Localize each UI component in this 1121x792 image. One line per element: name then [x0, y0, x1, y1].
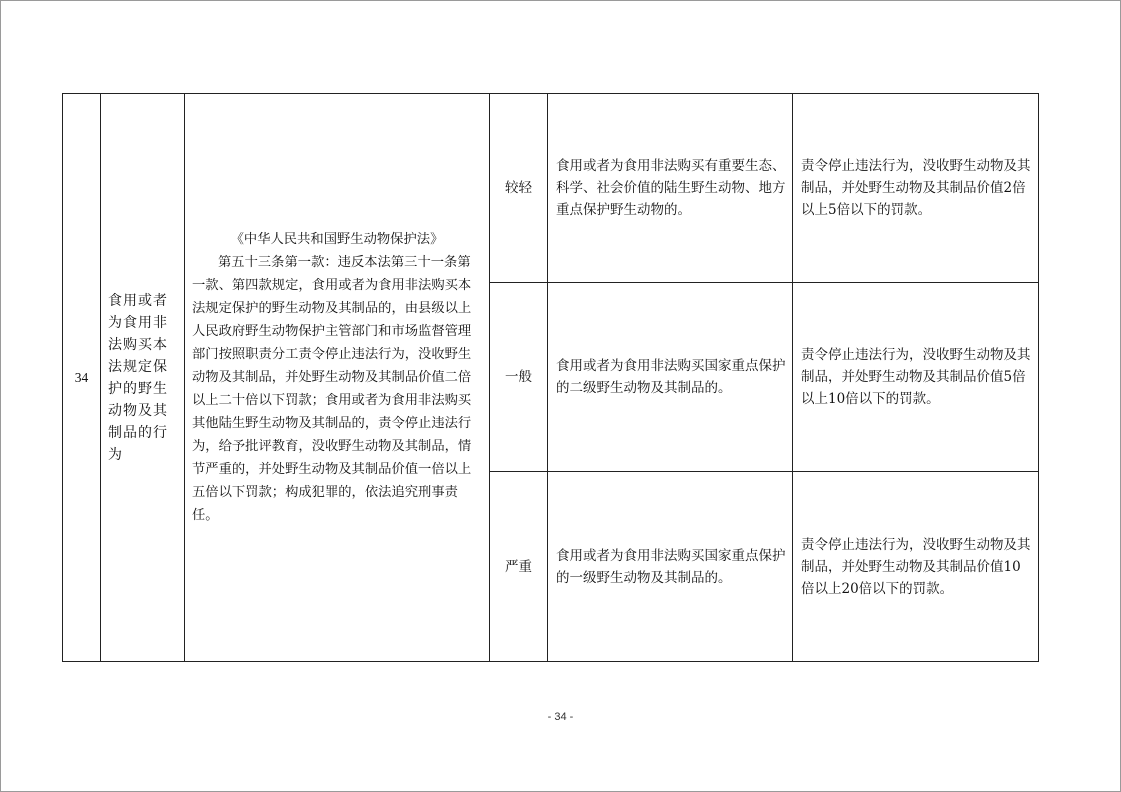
- severity-level: 一般: [490, 283, 548, 472]
- severity-level: 严重: [490, 472, 548, 662]
- row-number: 34: [63, 94, 101, 662]
- law-title: 《中华人民共和国野生动物保护法》: [230, 232, 444, 247]
- severity-level: 较轻: [490, 94, 548, 283]
- penalty-standard: 责令停止违法行为，没收野生动物及其制品，并处野生动物及其制品价值2倍以上5倍以下的罚款。: [793, 94, 1039, 283]
- table-row: [63, 94, 1039, 283]
- violation-item: 食用或者为食用非法购买本法规定保护的野生动物及其制品的行为: [101, 94, 185, 662]
- page-number: - 34 -: [547, 711, 574, 723]
- penalty-standard: 责令停止违法行为，没收野生动物及其制品，并处野生动物及其制品价值10倍以上20倍以下的罚款。: [793, 472, 1039, 662]
- legal-basis: [185, 94, 490, 662]
- penalty-standard: 责令停止违法行为，没收野生动物及其制品，并处野生动物及其制品价值5倍以上10倍以下的罚款。: [793, 283, 1039, 472]
- violation-condition: 食用或者为食用非法购买国家重点保护的一级野生动物及其制品的。: [548, 472, 793, 662]
- violation-condition: 食用或者为食用非法购买国家重点保护的二级野生动物及其制品的。: [548, 283, 793, 472]
- law-text: 第五十三条第一款：违反本法第三十一条第一款、第四款规定，食用或者为食用非法购买本法规定保护的野生动物及其制品的，由县级以上人民政府野生动物保护主管部门和市场监督管理部门按照职责分工责令停止违法行为，没收野生动物及其制品，并处野生动物及其制品价值二倍以上二十倍以下罚款；食用或者为食用非法购买其他陆生野生动物及其制品的，责令停止违法行为，给予批评教育，没收野生动物及其制品，情节严重的，并处野生动物及其制品价值一倍以上五倍以下罚款；构成犯罪的，依法追究刑事责任。: [192, 255, 472, 523]
- violation-condition: 食用或者为食用非法购买有重要生态、科学、社会价值的陆生野生动物、地方重点保护野生动物的。: [548, 94, 793, 283]
- penalty-standard-table: [62, 93, 1039, 662]
